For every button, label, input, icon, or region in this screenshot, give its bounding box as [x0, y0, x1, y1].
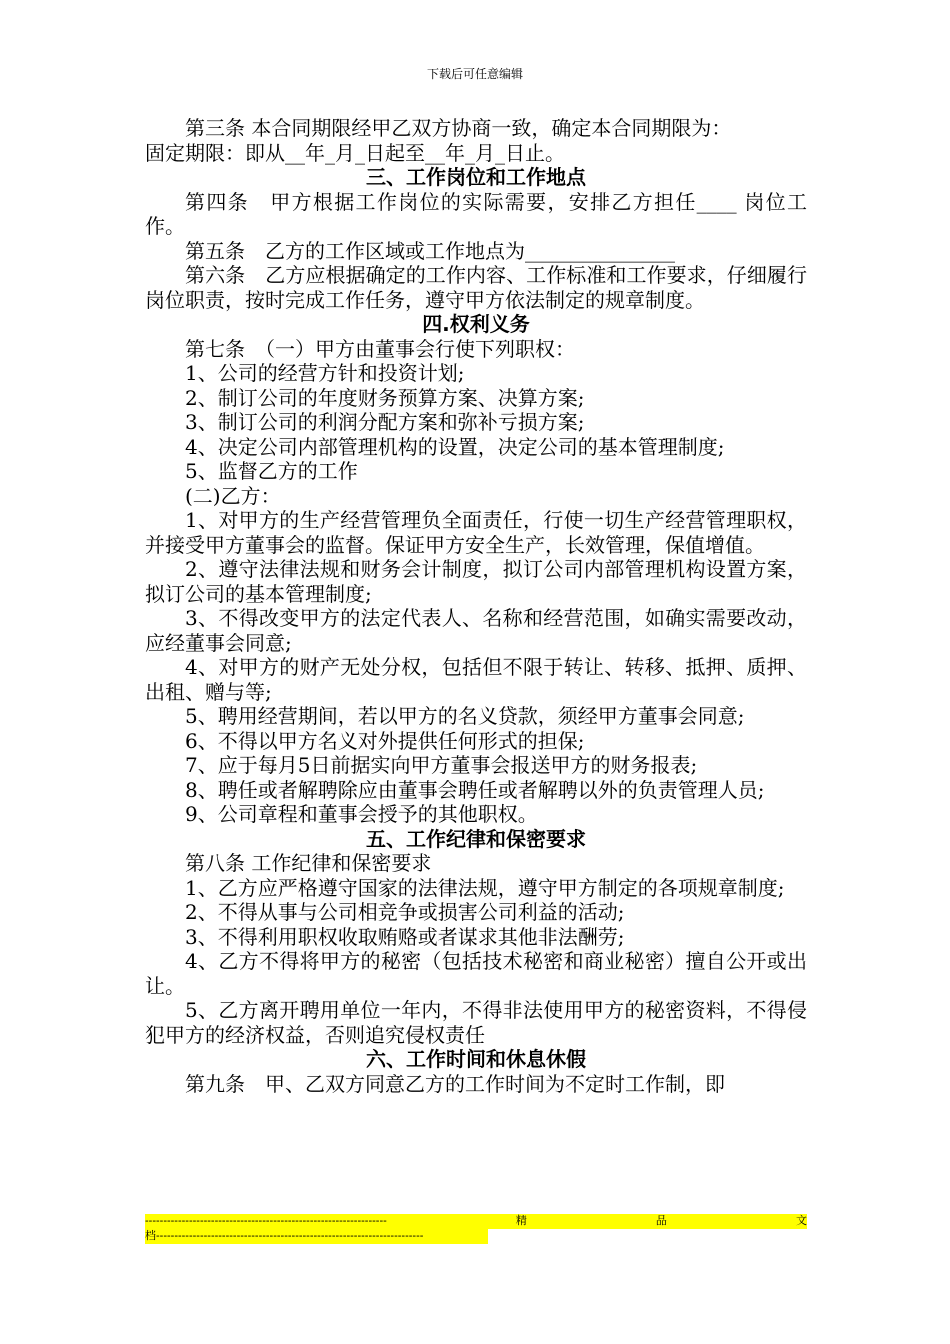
- paragraph: 5、监督乙方的工作: [185, 459, 358, 483]
- paragraph: 3、不得利用职权收取贿赂或者谋求其他非法酬劳;: [185, 924, 625, 949]
- paragraph: 4、对甲方的财产无处分权，包括但不限于转让、转移、抵押、质押、出租、赠与等;: [145, 655, 807, 704]
- section-heading: 五、工作纪律和保密要求: [366, 826, 586, 851]
- document-body: [145, 116, 807, 1096]
- footer-line-2: 档-------------------------------------------------------------------------: [145, 1229, 488, 1244]
- paragraph: 第六条 乙方应根据确定的工作内容、工作标准和工作要求，仔细履行岗位职责，按时完成工作任务，遵守甲方依法制定的规章制度。: [145, 263, 807, 312]
- section-heading: 四.权利义务: [422, 312, 530, 336]
- paragraph: 1、公司的经营方针和投资计划;: [185, 361, 465, 385]
- footer-line-1: [145, 1214, 807, 1229]
- page-footer: [145, 1214, 807, 1249]
- paragraph: (二)乙方：: [185, 483, 281, 508]
- section-heading: 六、工作时间和休息休假: [366, 1047, 586, 1071]
- paragraph: 4、决定公司内部管理机构的设置，决定公司的基本管理制度;: [185, 434, 725, 459]
- paragraph: 2、遵守法律法规和财务会计制度，拟订公司内部管理机构设置方案，拟订公司的基本管理制度;: [145, 557, 807, 606]
- footer-char-jing: 精: [515, 1215, 527, 1227]
- paragraph: 第三条 本合同期限经甲乙双方协商一致，确定本合同期限为：: [185, 116, 732, 140]
- paragraph: 第七条 （一）甲方由董事会行使下列职权：: [185, 336, 575, 361]
- paragraph: 第五条 乙方的工作区域或工作地点为_______________: [185, 238, 675, 263]
- paragraph: 9、公司章程和董事会授予的其他职权。: [185, 802, 538, 826]
- footer-char-wen: 文: [796, 1215, 807, 1227]
- paragraph: 8、聘任或者解聘除应由董事会聘任或者解聘以外的负责管理人员;: [185, 777, 765, 802]
- section-heading: 三、工作岗位和工作地点: [366, 165, 586, 189]
- paragraph: 1、乙方应严格遵守国家的法律法规，遵守甲方制定的各项规章制度;: [185, 875, 785, 900]
- paragraph: 3、制订公司的利润分配方案和弥补亏损方案;: [185, 410, 585, 434]
- paragraph: 7、应于每月5日前据实向甲方董事会报送甲方的财务报表;: [185, 753, 698, 777]
- footer-char-pin: 品: [655, 1215, 667, 1227]
- paragraph: 第八条 工作纪律和保密要求: [185, 851, 432, 875]
- paragraph: 5、乙方离开聘用单位一年内，不得非法使用甲方的秘密资料，不得侵犯甲方的经济权益，否则追究侵权责任: [145, 998, 807, 1047]
- paragraph: 3、不得改变甲方的法定代表人、名称和经营范围，如确实需要改动，应经董事会同意;: [145, 606, 807, 655]
- footer-dashes: ------------------------------------------------------------------: [145, 1215, 387, 1227]
- paragraph: 6、不得以甲方名义对外提供任何形式的担保;: [185, 728, 585, 753]
- paragraph: 1、对甲方的生产经营管理负全面责任，行使一切生产经营管理职权，并接受甲方董事会的监督。保证甲方安全生产，长效管理，保值增值。: [145, 508, 807, 557]
- paragraph: 2、制订公司的年度财务预算方案、决算方案;: [185, 385, 585, 410]
- paragraph: 2、不得从事与公司相竞争或损害公司利益的活动;: [185, 900, 625, 924]
- paragraph: 固定期限：即从__年_月_日起至__年_月_日止。: [145, 140, 565, 165]
- paragraph: 第四条 甲方根据工作岗位的实际需要，安排乙方担任____ 岗位工作。: [145, 189, 807, 238]
- page-header: 下载后可任意编辑: [426, 67, 523, 81]
- paragraph: 4、乙方不得将甲方的秘密（包括技术秘密和商业秘密）擅自公开或出让。: [145, 949, 807, 998]
- paragraph: 5、聘用经营期间，若以甲方的名义贷款，须经甲方董事会同意;: [185, 704, 745, 728]
- paragraph: 第九条 甲、乙双方同意乙方的工作时间为不定时工作制，即: [185, 1071, 725, 1096]
